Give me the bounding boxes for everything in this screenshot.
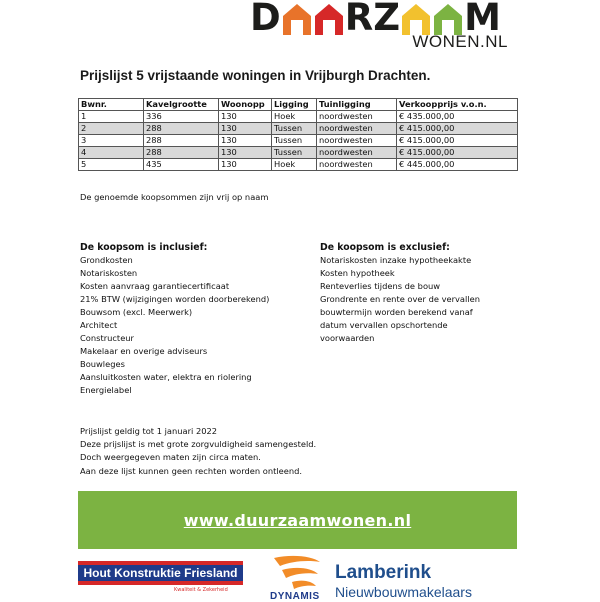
table-row [79, 111, 518, 123]
table-cell: noordwesten [317, 147, 397, 159]
hout-konstruktie-box [78, 561, 243, 585]
table-cell: 130 [219, 123, 272, 135]
table-cell: noordwesten [317, 111, 397, 123]
table-cell: 130 [219, 135, 272, 147]
table-cell: noordwesten [317, 159, 397, 171]
logo-house-green-icon [433, 2, 463, 36]
inclusive-section [80, 241, 269, 397]
table-cell: 130 [219, 147, 272, 159]
hout-konstruktie-name: Hout Konstruktie Friesland [83, 566, 238, 580]
table-cell: € 445.000,00 [397, 159, 518, 171]
table-cell: Hoek [272, 111, 317, 123]
table-row [79, 147, 518, 159]
lamberink-logo [335, 562, 472, 600]
table-cell: € 415.000,00 [397, 135, 518, 147]
list-item: Grondkosten [80, 255, 133, 265]
table-cell: Hoek [272, 159, 317, 171]
logo-subtitle: WONEN.NL [412, 32, 508, 51]
table-cell: € 415.000,00 [397, 147, 518, 159]
logo-house-red-icon [314, 2, 344, 36]
col-header: Kavelgrootte [144, 99, 219, 111]
table-header-row [79, 99, 518, 111]
disclaimer-line: Deze prijslijst is met grote zorgvuldigheid samengesteld. [80, 439, 317, 450]
table-cell: 288 [144, 147, 219, 159]
logo-house-orange-icon [282, 2, 312, 36]
col-header: Woonopp [219, 99, 272, 111]
list-item: Kosten hypotheek [320, 268, 395, 278]
list-item: Notariskosten inzake hypotheekakte [320, 255, 472, 265]
disclaimer [80, 425, 316, 478]
website-link[interactable]: www.duurzaamwonen.nl [183, 510, 412, 530]
table-cell: 3 [79, 135, 144, 147]
table-row [79, 159, 518, 171]
logo-letter-r: R [344, 0, 374, 39]
logo-house-yellow-icon [401, 2, 431, 36]
price-table [78, 98, 518, 171]
table-cell: noordwesten [317, 135, 397, 147]
table-cell: 288 [144, 135, 219, 147]
exclusive-section [320, 241, 480, 345]
table-cell: 5 [79, 159, 144, 171]
list-item: Grondrente en rente over de vervallen [320, 294, 480, 304]
list-item: Bouwleges [80, 359, 125, 369]
table-cell: 4 [79, 147, 144, 159]
col-header: Bwnr. [79, 99, 144, 111]
logo-letter-d: D [250, 0, 281, 39]
list-item: Energielabel [80, 385, 132, 395]
col-header: Ligging [272, 99, 317, 111]
col-header: Verkoopprijs v.o.n. [397, 99, 518, 111]
logo-letter-z: Z [373, 0, 401, 39]
logo-letter-m: M [464, 0, 501, 39]
disclaimer-line: Aan deze lijst kunnen geen rechten worden ontleend. [80, 465, 303, 476]
table-cell: 1 [79, 111, 144, 123]
table-cell: 435 [144, 159, 219, 171]
table-cell: 336 [144, 111, 219, 123]
page-title: Prijslijst 5 vrijstaande woningen in Vrijburgh Drachten. [80, 68, 431, 83]
website-banner [78, 491, 517, 549]
table-row [79, 123, 518, 135]
exclusive-heading: De koopsom is exclusief: [320, 242, 450, 253]
table-row [79, 135, 518, 147]
validity-line: Prijslijst geldig tot 1 januari 2022 [80, 426, 218, 436]
list-item: Aansluitkosten water, elektra en riolering [80, 372, 252, 382]
hout-konstruktie-logo [78, 557, 243, 597]
duurzaamwonen-logo [250, 0, 510, 56]
list-item: bouwtermijn worden berekend vanaf [320, 307, 473, 317]
table-cell: 288 [144, 123, 219, 135]
list-item: 21% BTW (wijzigingen worden doorberekend) [80, 294, 270, 304]
price-note: De genoemde koopsommen zijn vrij op naam [80, 192, 269, 202]
table-cell: Tussen [272, 135, 317, 147]
dynamis-swoosh-icon [268, 552, 328, 592]
table-cell: 130 [219, 111, 272, 123]
list-item: Bouwsom (excl. Meerwerk) [80, 307, 193, 317]
table-cell: Tussen [272, 123, 317, 135]
dynamis-logo [268, 552, 328, 600]
table-cell: noordwesten [317, 123, 397, 135]
table-cell: 130 [219, 159, 272, 171]
col-header: Tuinligging [317, 99, 397, 111]
table-cell: Tussen [272, 147, 317, 159]
list-item: Constructeur [80, 333, 134, 343]
list-item: datum vervallen opschortende [320, 320, 448, 330]
table-cell: 2 [79, 123, 144, 135]
list-item: Makelaar en overige adviseurs [80, 346, 208, 356]
list-item: Kosten aanvraag garantiecertificaat [80, 281, 230, 291]
list-item: Architect [80, 320, 118, 330]
list-item: Notariskosten [80, 268, 138, 278]
hout-konstruktie-tagline: Kwaliteit & Zekerheid [174, 587, 228, 593]
table-cell: € 415.000,00 [397, 123, 518, 135]
inclusive-heading: De koopsom is inclusief: [80, 242, 208, 253]
lamberink-name: Lamberink [335, 562, 432, 583]
dynamis-name: DYNAMIS [270, 591, 320, 602]
table-cell: € 435.000,00 [397, 111, 518, 123]
disclaimer-line: Doch weergegeven maten zijn circa maten. [80, 452, 261, 463]
list-item: voorwaarden [320, 333, 375, 343]
lamberink-subtitle: Nieuwbouwmakelaars [335, 584, 472, 600]
list-item: Renteverlies tijdens de bouw [320, 281, 441, 291]
